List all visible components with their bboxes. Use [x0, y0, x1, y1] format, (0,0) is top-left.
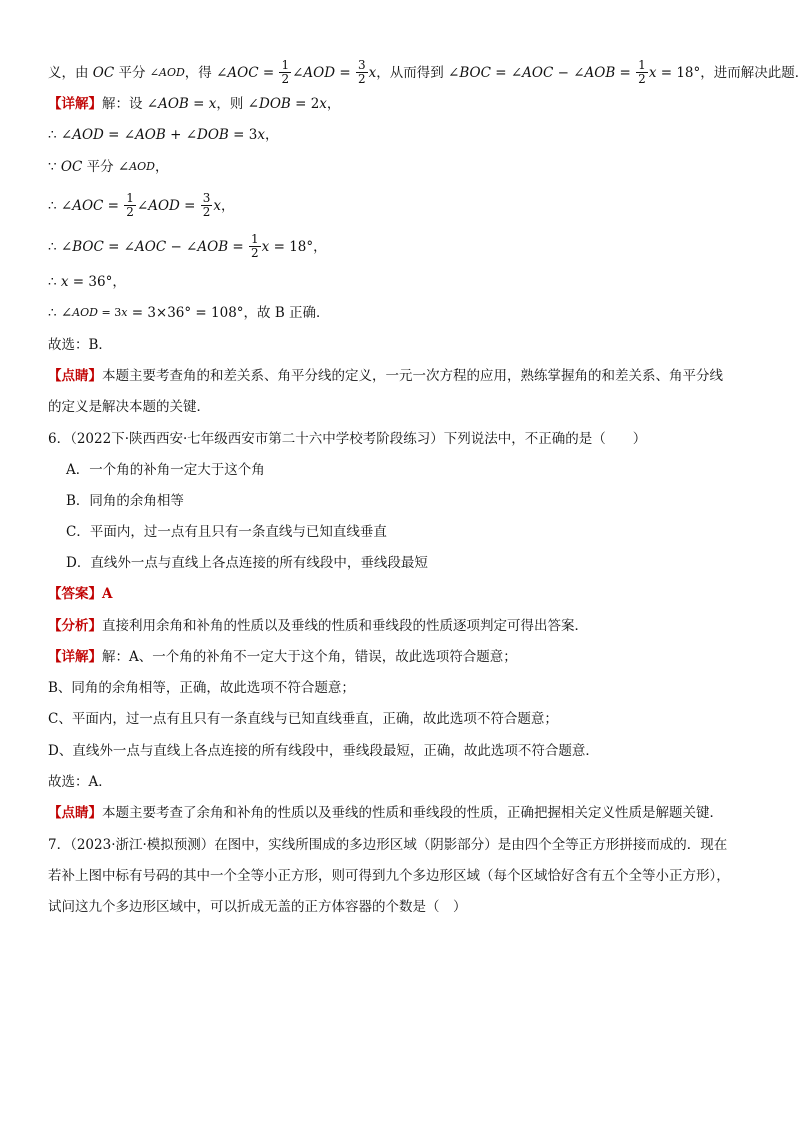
- text: ，进而解决此题．: [700, 64, 808, 81]
- detail-line-b: B、同角的余角相等，正确，故此选项不符合题意；: [48, 680, 355, 696]
- text: = 2: [290, 96, 320, 112]
- step-line: [48, 157, 763, 177]
- detail-line-c: C、平面内，过一点有且只有一条直线与已知直线垂直，正确，故此选项不符合题意；: [48, 711, 558, 727]
- text: ，得 ∠: [184, 64, 228, 81]
- text: ∴: [48, 274, 61, 290]
- step-line: [48, 192, 763, 219]
- math-var: x: [648, 64, 657, 81]
- text: 本题主要考查了余角和补角的性质以及垂线的性质和垂线段的性质，正确把握相关定义性质是解题关键．: [102, 805, 723, 821]
- text: = 18°: [656, 64, 701, 81]
- option-a: A．一个角的补角一定大于这个角: [66, 462, 265, 478]
- text: =: [615, 64, 636, 81]
- question-7-line-3: 试问这九个多边形区域中，可以折成无盖的正方体容器的个数是（ ）: [48, 899, 467, 915]
- math-var: x: [208, 96, 217, 112]
- step-line: [48, 272, 763, 292]
- text: ，: [326, 96, 341, 112]
- tip-tag: 【点睛】: [48, 368, 102, 384]
- text: = 3: [228, 127, 258, 143]
- text: = 3×36° = 108°，故 B 正确．: [127, 305, 330, 321]
- math-var: AOB: [584, 64, 616, 81]
- math-var: AOC: [227, 64, 259, 81]
- tip-tag: 【点睛】: [48, 805, 102, 821]
- math-var: AOD: [148, 197, 180, 214]
- fraction: $\frac{1}{2}$: [638, 58, 646, 86]
- math-var: OC: [60, 159, 83, 175]
- text: ∴ ∠: [48, 127, 73, 143]
- math-var: x: [213, 197, 222, 214]
- math-var: BOC: [72, 238, 104, 255]
- math-var: AOD: [129, 160, 155, 173]
- analysis-tag: 【分析】: [48, 618, 102, 634]
- answer-tag: 【答案】: [48, 586, 102, 602]
- math-var: x: [261, 238, 270, 255]
- text: ∴ ∠: [48, 305, 73, 321]
- math-var: AOB: [158, 96, 189, 112]
- text: 平分: [114, 64, 150, 81]
- math-var: AOD: [72, 127, 104, 143]
- fraction: $\frac{1}{2}$: [251, 232, 259, 260]
- option-b: B．同角的余角相等: [66, 493, 184, 509]
- text: 解：设 ∠: [102, 96, 159, 112]
- detail-tag: 【详解】: [48, 649, 102, 665]
- math-var: x: [368, 64, 377, 81]
- text: ∠: [292, 64, 304, 81]
- math-var: AOC: [522, 64, 554, 81]
- fraction: $\frac{3}{2}$: [357, 58, 366, 86]
- text: ∵: [48, 159, 61, 175]
- fraction: $\frac{3}{2}$: [202, 191, 211, 219]
- choose-line: 故选：A．: [48, 774, 112, 790]
- fraction: $\frac{1}{2}$: [126, 191, 134, 219]
- math-var: x: [319, 96, 327, 112]
- detail-line-d: D、直线外一点与直线上各点连接的所有线段中，垂线段最短，正确，故此选项不符合题意．: [48, 743, 599, 759]
- option-d: D．直线外一点与直线上各点连接的所有线段中，垂线段最短: [66, 555, 428, 571]
- math-var: x: [60, 274, 69, 290]
- math-var: x: [121, 306, 128, 319]
- text: − ∠: [553, 64, 585, 81]
- answer-value: A: [102, 586, 113, 602]
- text: ，从而得到 ∠: [376, 64, 460, 81]
- text: =: [228, 238, 249, 255]
- tip-line: [48, 366, 763, 386]
- math-var: AOC: [72, 197, 104, 214]
- fraction: $\frac{1}{2}$: [281, 58, 290, 86]
- text: + ∠: [165, 127, 198, 143]
- text: ∠: [136, 197, 149, 214]
- text: ，: [264, 127, 279, 143]
- choose-line: 故选：B．: [48, 337, 112, 353]
- text: = 36°，: [68, 274, 126, 290]
- question-7-line-1: 7．（2023·浙江·模拟预测）在图中，实线所围成的多边形区域（阴影部分）是由四个全等正方形拼接而成的．现在: [48, 837, 728, 853]
- math-var: AOB: [197, 238, 229, 255]
- detail-line: [48, 647, 763, 667]
- math-var: AOB: [135, 127, 166, 143]
- detail-line: [48, 94, 763, 114]
- tip-line-cont: 的定义是解决本题的关键．: [48, 399, 210, 415]
- math-var: OC: [92, 64, 115, 81]
- text: ∴ ∠: [48, 238, 73, 255]
- option-c: C．平面内，过一点有且只有一条直线与已知直线垂直: [66, 524, 387, 540]
- text: =: [335, 64, 355, 81]
- text: = ∠: [490, 64, 523, 81]
- step-line: [48, 125, 763, 145]
- analysis-line: [48, 616, 763, 636]
- step-line: [48, 233, 763, 260]
- math-var: AOD: [303, 64, 336, 81]
- text: =: [188, 96, 209, 112]
- math-var: AOD: [72, 306, 98, 319]
- text: = ∠: [103, 238, 135, 255]
- text: ，则 ∠: [216, 96, 259, 112]
- text: ，: [221, 197, 235, 214]
- text: 义，由: [48, 64, 93, 81]
- math-var: BOC: [459, 64, 491, 81]
- text: = 18°，: [269, 238, 327, 255]
- math-var: x: [257, 127, 265, 143]
- math-angle: ∠AOD: [149, 65, 185, 79]
- text: − ∠: [166, 238, 198, 255]
- tip-line: [48, 803, 763, 823]
- solution-intro-line: [48, 58, 808, 86]
- text: = 3: [97, 306, 122, 319]
- math-var: DOB: [259, 96, 291, 112]
- text: =: [258, 64, 279, 81]
- step-line: [48, 303, 763, 323]
- answer-line: [48, 584, 763, 604]
- text: 直接利用余角和补角的性质以及垂线的性质和垂线段的性质逐项判定可得出答案．: [102, 618, 588, 634]
- text: =: [103, 197, 124, 214]
- question-7-line-2: 若补上图中标有号码的其中一个全等小正方形，则可得到九个多边形区域（每个区域恰好含有五个全等小正方形），: [48, 868, 730, 884]
- text: =: [179, 197, 200, 214]
- text: 本题主要考查角的和差关系、角平分线的定义，一元一次方程的应用，熟练掌握角的和差关系、角平分线: [102, 368, 723, 384]
- question-6-stem: 6．（2022下·陕西西安·七年级西安市第二十六中学校考阶段练习）下列说法中，不正确的是（ ）: [48, 431, 647, 447]
- math-var: DOB: [197, 127, 229, 143]
- math-var: AOC: [135, 238, 167, 255]
- text: = ∠: [103, 127, 136, 143]
- detail-tag: 【详解】: [48, 96, 102, 112]
- text: 解：A、一个角的补角不一定大于这个角，错误，故此选项符合题意；: [102, 649, 517, 665]
- text: 平分 ∠: [82, 159, 130, 175]
- text: ，: [154, 159, 169, 175]
- text: ∴ ∠: [48, 197, 73, 214]
